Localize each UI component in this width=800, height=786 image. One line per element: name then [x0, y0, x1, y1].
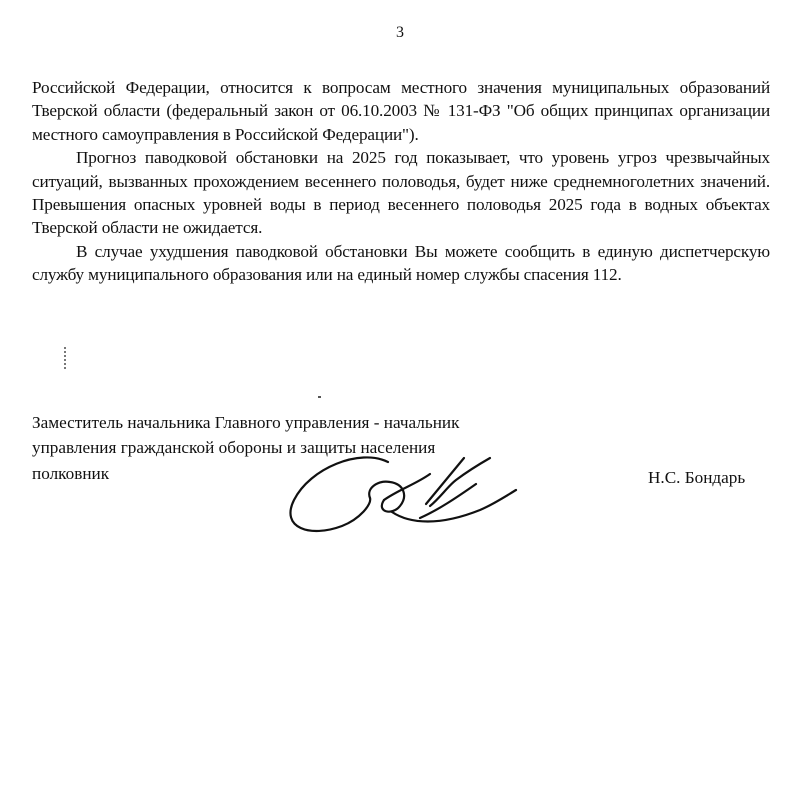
signer-position-line-1: Заместитель начальника Главного управления - начальник — [32, 413, 460, 432]
paragraph-1: Российской Федерации, относится к вопросам местного значения муниципальных образований Тверской области (федеральный закон от 06.10.2003 № 131-ФЗ "Об общих принципах организации местного самоуправления в Российской Федерации"). — [32, 78, 770, 144]
scan-artifact-mark — [64, 347, 68, 369]
paragraph-2: Прогноз паводковой обстановки на 2025 год показывает, что уровень угроз чрезвычайных ситуаций, вызванных прохождением весеннего половодья, будет ниже среднемноголетних значений. Превышения опасных уровней воды в период весеннего половодья 2025 года в водных объектах Тверской области не ожидается. — [32, 148, 770, 238]
letter-body — [32, 76, 770, 287]
signer-position-line-2: управления гражданской обороны и защиты населения — [32, 438, 436, 458]
paragraph-3: В случае ухудшения паводковой обстановки Вы можете сообщить в единую диспетчерскую службу муниципального образования или на единый номер службы спасения 112. — [32, 241, 770, 285]
signer-rank: полковник — [32, 463, 110, 483]
signer-name: Н.С. Бондарь — [648, 468, 746, 487]
scan-artifact-dot — [318, 396, 321, 398]
page-number: 3 — [396, 24, 404, 41]
handwritten-signature — [280, 440, 520, 550]
